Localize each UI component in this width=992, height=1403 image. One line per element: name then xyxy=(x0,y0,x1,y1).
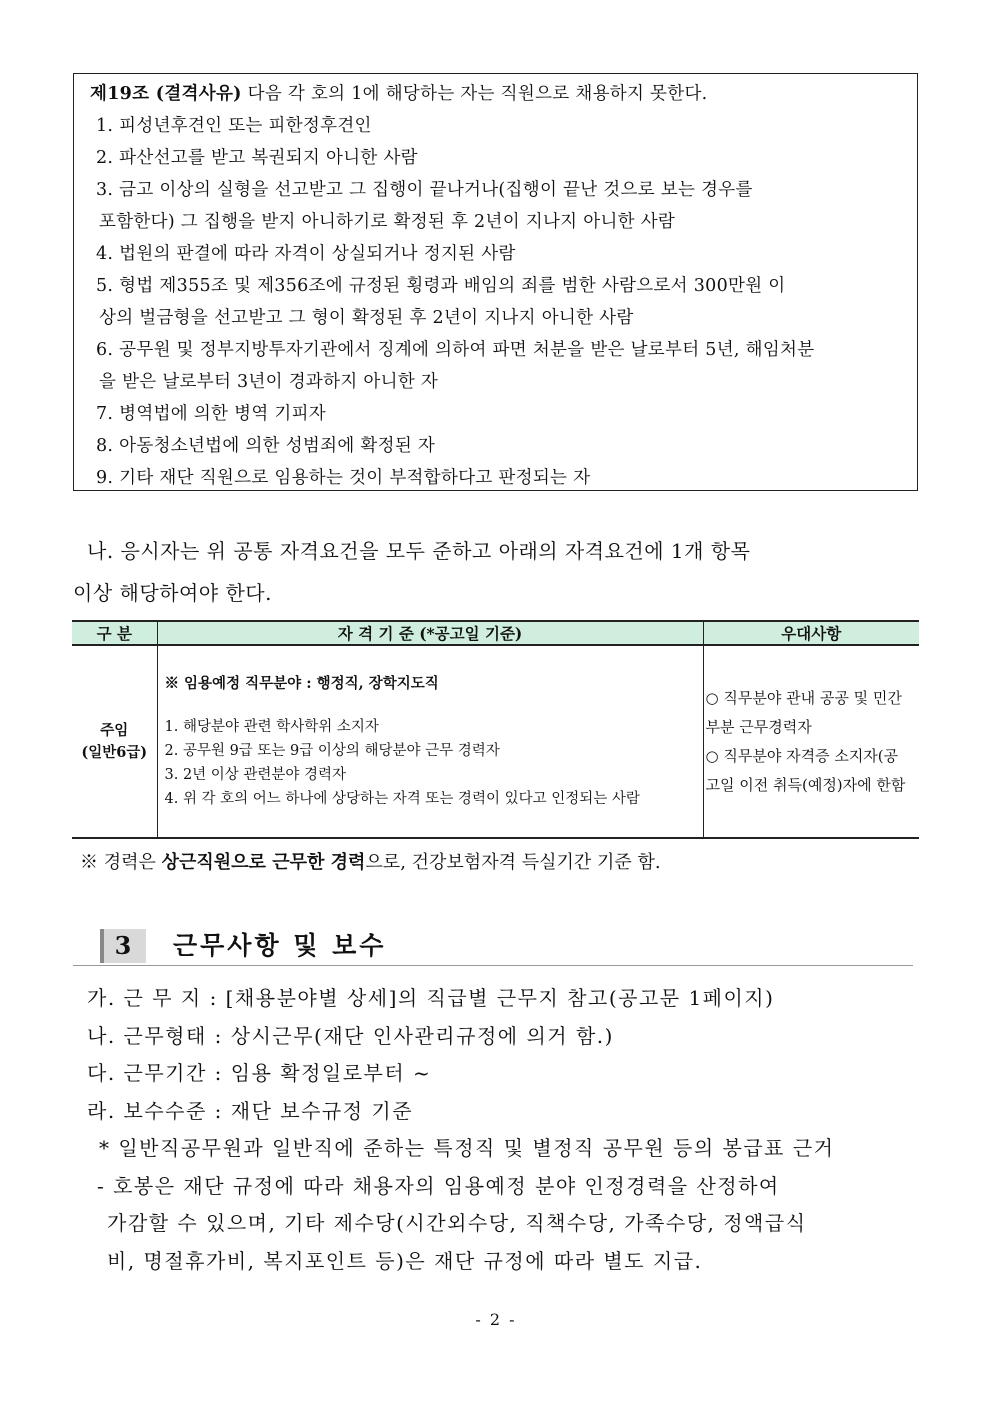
preference-cell xyxy=(703,645,919,838)
note-suffix: 으로, 건강보험자격 득실기간 기준 함. xyxy=(365,852,661,873)
work-type: 나. 근무형태 : 상시근무(재단 인사관리규정에 의거 함.) xyxy=(87,1023,614,1048)
disqualification-item: 9. 기타 재단 직원으로 임용하는 것이 부적합하다고 판정되는 자 xyxy=(96,468,591,488)
requirement-paragraph-line2: 이상 해당하여야 한다. xyxy=(73,581,272,605)
preference-line: 부분 근무경력자 xyxy=(705,717,812,736)
note-bold: 상근직원으로 근무한 경력 xyxy=(161,852,366,873)
header-category: 구 분 xyxy=(72,621,157,645)
disqualification-item: 8. 아동청소년법에 의한 성범죄에 확정된 자 xyxy=(96,436,436,456)
article-19-heading xyxy=(90,78,917,110)
grade-level: (일반6급) xyxy=(81,743,148,761)
disqualification-item-cont: 을 받은 날로부터 3년이 경과하지 아니한 자 xyxy=(99,372,439,392)
disqualification-item: 7. 병역법에 의한 병역 기피자 xyxy=(96,404,327,424)
qualification-table xyxy=(72,620,919,839)
preference-line: 고일 이전 취득(예정)자에 한함 xyxy=(705,775,906,794)
experience-note xyxy=(80,848,661,874)
qualification-item: 4. 위 각 호의 어느 하나에 상당하는 자격 또는 경력이 있다고 인정되는 사람 xyxy=(164,791,640,807)
work-location: 가. 근 무 지 : [채용분야별 상세]의 직급별 근무지 참고(공고문 1페이지) xyxy=(87,986,775,1010)
disqualification-item-cont: 상의 벌금형을 선고받고 그 형이 확정된 후 2년이 지나지 아니한 사람 xyxy=(99,308,634,328)
salary-step-note-cont: 가감할 수 있으며, 기타 제수당(시간외수당, 직책수당, 가족수당, 정액급식 xyxy=(107,1211,807,1235)
article-19-box xyxy=(73,73,918,491)
work-conditions xyxy=(87,980,927,1280)
disqualification-item: 5. 형법 제355조 및 제356조에 규정된 횡령과 배임의 죄를 범한 사람으로서 300만원 이 xyxy=(96,276,786,296)
job-field: ※ 임용예정 직무분야 : 행정직, 장학지도직 xyxy=(164,675,439,692)
grade-cell xyxy=(72,645,157,838)
work-period: 다. 근무기간 : 임용 확정일로부터 ~ xyxy=(87,1061,432,1085)
section-title: 근무사항 및 보수 xyxy=(173,931,387,960)
section-number: 3 xyxy=(100,929,146,963)
disqualification-item: 6. 공무원 및 정부지방투자기관에서 징계에 의하여 파면 처분을 받은 날로부터 5년, 해임처분 xyxy=(96,340,815,360)
requirement-paragraph-line1: 나. 응시자는 위 공통 자격요건을 모두 준하고 아래의 자격요건에 1개 항목 xyxy=(87,539,751,563)
disqualification-item: 2. 파산선고를 받고 복권되지 아니한 사람 xyxy=(96,148,418,168)
note-prefix: ※ 경력은 xyxy=(80,852,162,873)
qualification-item: 3. 2년 이상 관련분야 경력자 xyxy=(164,767,347,783)
qualification-item: 2. 공무원 9급 또는 9급 이상의 해당분야 근무 경력자 xyxy=(164,743,500,759)
section-number-bar xyxy=(100,929,104,963)
requirement-paragraph xyxy=(73,530,919,614)
disqualification-item: 1. 피성년후견인 또는 피한정후견인 xyxy=(96,116,372,136)
qualification-item: 1. 해당분야 관련 학사학위 소지자 xyxy=(164,719,379,735)
header-qualification: 자 격 기 준 (*공고일 기준) xyxy=(157,621,703,645)
preference-line: ○ 직무분야 자격증 소지자(공 xyxy=(705,746,899,765)
article-19-title: 제19조 (결격사유) xyxy=(90,84,242,104)
salary-basis-note: * 일반직공무원과 일반직에 준하는 특정직 및 별정직 공무원 등의 봉급표 근거 xyxy=(99,1136,835,1160)
salary-level: 라. 보수수준 : 재단 보수규정 기준 xyxy=(87,1098,414,1123)
disqualification-item: 4. 법원의 판결에 따라 자격이 상실되거나 정지된 사람 xyxy=(96,244,516,264)
qualification-cell xyxy=(157,645,703,838)
salary-step-note-cont: 비, 명절휴가비, 복지포인트 등)은 재단 규정에 따라 별도 지급. xyxy=(107,1248,703,1273)
page-number: - 2 - xyxy=(475,1310,517,1329)
header-preference: 우대사항 xyxy=(703,621,919,645)
table-header-row xyxy=(72,621,919,645)
section-3-header xyxy=(73,929,913,966)
preference-line: ○ 직무분야 관내 공공 및 민간 xyxy=(705,688,902,707)
disqualification-item-cont: 포함한다) 그 집행을 받지 아니하기로 확정된 후 2년이 지나지 아니한 사람 xyxy=(99,212,676,232)
salary-step-note: - 호봉은 재단 규정에 따라 채용자의 임용예정 분야 인정경력을 산정하여 xyxy=(97,1173,780,1198)
article-19-intro: 다음 각 호의 1에 해당하는 자는 직원으로 채용하지 못한다. xyxy=(241,84,708,104)
grade-title: 주임 xyxy=(100,721,129,739)
disqualification-item: 3. 금고 이상의 실형을 선고받고 그 집행이 끝나거나(집행이 끝난 것으로 보는 경우를 xyxy=(96,180,753,200)
table-row xyxy=(72,645,919,838)
